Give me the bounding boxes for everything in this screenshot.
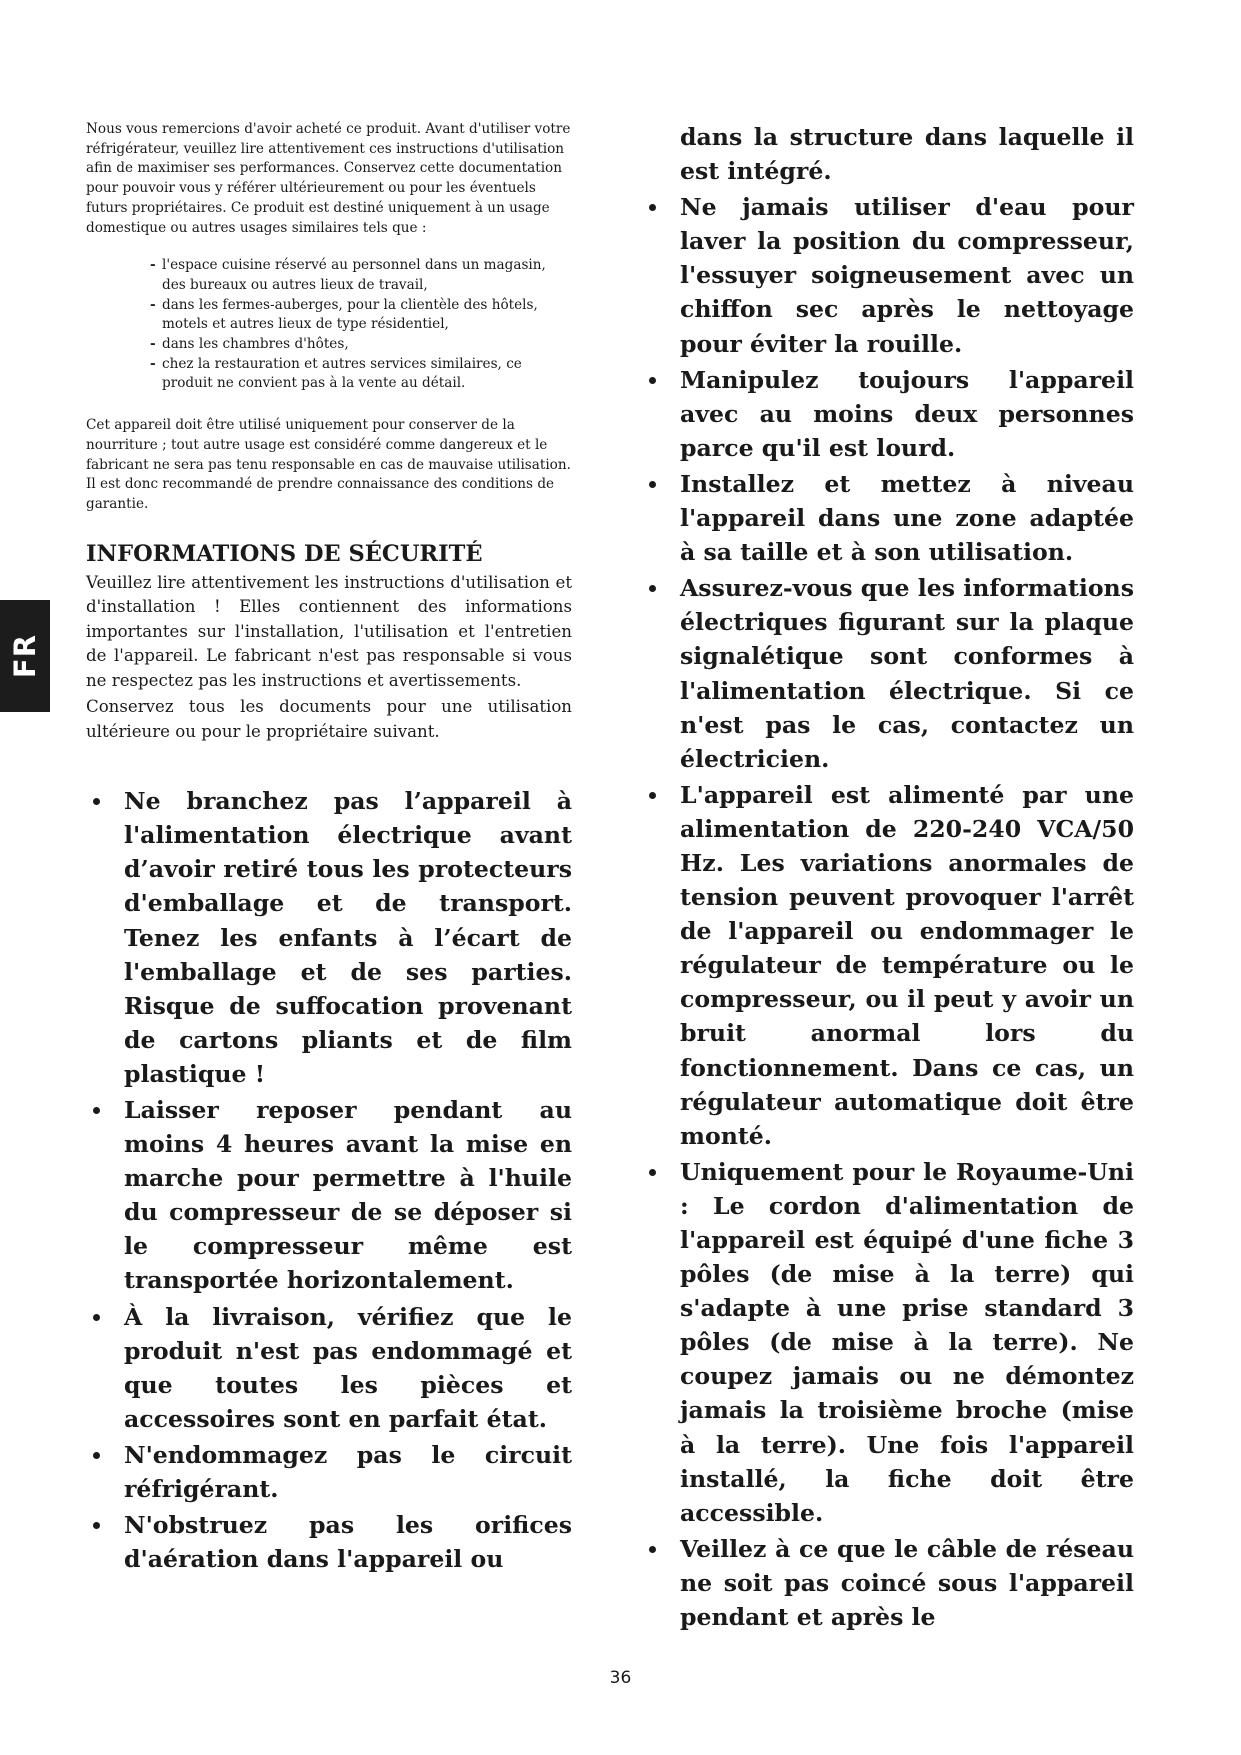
safety-bullet: Laisser reposer pendant au moins 4 heures avant la mise en marche pour permettre à l'huile du compresseur de se déposer si le compresseur même est transportée horizontalement. <box>86 1093 572 1298</box>
safety-bullet-list-left <box>86 784 572 1576</box>
safety-paragraph: Veuillez lire attentivement les instructions d'utilisation et d'installation ! Elles contiennent des informations importantes sur l'installation, l'utilisation et l'entretien de l'appareil. Le fabricant n'est pas responsable si vous ne respectez pas les instructions et avertissements. <box>86 572 572 690</box>
usage-item: - dans les chambres d'hôtes, <box>150 335 572 355</box>
language-tab <box>0 600 50 712</box>
bullet-continuation: dans la structure dans laquelle il est intégré. <box>680 123 1134 186</box>
caution-paragraph: Cet appareil doit être utilisé uniquement pour conserver de la nourriture ; tout autre usage est considéré comme dangereux et le fabricant ne sera pas tenu responsable en cas de mauvaise utilisation. Il est donc recommandé de prendre connaissance des conditions de garantie. <box>86 417 571 512</box>
safety-bullet: Ne branchez pas l’appareil à l'alimentation électrique avant d’avoir retiré tous les protecteurs d'emballage et de transport. Tenez les enfants à l’écart de l'emballage et de ses parties. Risque de suffocation provenant de cartons pliants et de film plastique ! <box>86 784 572 1091</box>
left-column <box>86 120 572 1578</box>
safety-bullet: Installez et mettez à niveau l'appareil dans une zone adaptée à sa taille et à son utilisation. <box>642 467 1134 569</box>
safety-bullet: N'obstruez pas les orifices d'aération dans l'appareil ou <box>86 1508 572 1576</box>
safety-bullet: Ne jamais utiliser d'eau pour laver la position du compresseur, l'essuyer soigneusement avec un chiffon sec après le nettoyage pour éviter la rouille. <box>642 190 1134 360</box>
usage-item: - l'espace cuisine réservé au personnel dans un magasin, des bureaux ou autres lieux de travail, <box>150 256 572 295</box>
safety-bullet: Uniquement pour le Royaume-Uni : Le cordon d'alimentation de l'appareil est équipé d'une fiche 3 pôles (de mise à la terre) qui s'adapte à une prise standard 3 pôles (de mise à la terre). Ne coupez jamais ou ne démontez jamais la troisième broche (mise à la terre). Une fois l'appareil installé, la fiche doit être accessible. <box>642 1155 1134 1530</box>
safety-bullet: Assurez-vous que les informations électriques figurant sur la plaque signalétique sont conformes à l'alimentation électrique. Si ce n'est pas le cas, contactez un électricien. <box>642 571 1134 776</box>
right-column <box>642 120 1134 1636</box>
safety-bullet: N'endommagez pas le circuit réfrigérant. <box>86 1438 572 1506</box>
safety-paragraph: Conservez tous les documents pour une utilisation ultérieure ou pour le propriétaire suivant. <box>86 697 572 741</box>
intro-paragraph: Nous vous remercions d'avoir acheté ce produit. Avant d'utiliser votre réfrigérateur, veuillez lire attentivement ces instructions d'utilisation afin de maximiser ses performances. Conservez cette documentation pour pouvoir vous y référer ultérieurement ou pour les éventuels futurs propriétaires. Ce produit est destiné uniquement à un usage domestique ou autres usages similaires tels que : <box>86 121 571 236</box>
safety-bullet: Veillez à ce que le câble de réseau ne soit pas coincé sous l'appareil pendant et après le <box>642 1532 1134 1634</box>
safety-bullet: L'appareil est alimenté par une alimentation de 220-240 VCA/50 Hz. Les variations anormales de tension peuvent provoquer l'arrêt de l'appareil ou endommager le régulateur de température ou le compresseur, ou il peut y avoir un bruit anormal lors du fonctionnement. Dans ce cas, un régulateur automatique doit être monté. <box>642 778 1134 1153</box>
usage-list <box>150 256 572 394</box>
usage-item: - chez la restauration et autres services similaires, ce produit ne convient pas à la vente au détail. <box>150 355 572 394</box>
language-tab-label: FR <box>7 633 42 679</box>
safety-bullet: À la livraison, vérifiez que le produit n'est pas endommagé et que toutes les pièces et accessoires sont en parfait état. <box>86 1300 572 1436</box>
page-number: 36 <box>609 1668 632 1688</box>
section-title: INFORMATIONS DE SÉCURITÉ <box>86 540 483 567</box>
usage-item: - dans les fermes-auberges, pour la clientèle des hôtels, motels et autres lieux de type résidentiel, <box>150 296 572 335</box>
safety-bullet-list-right <box>642 190 1134 1634</box>
safety-bullet: Manipulez toujours l'appareil avec au moins deux personnes parce qu'il est lourd. <box>642 363 1134 465</box>
